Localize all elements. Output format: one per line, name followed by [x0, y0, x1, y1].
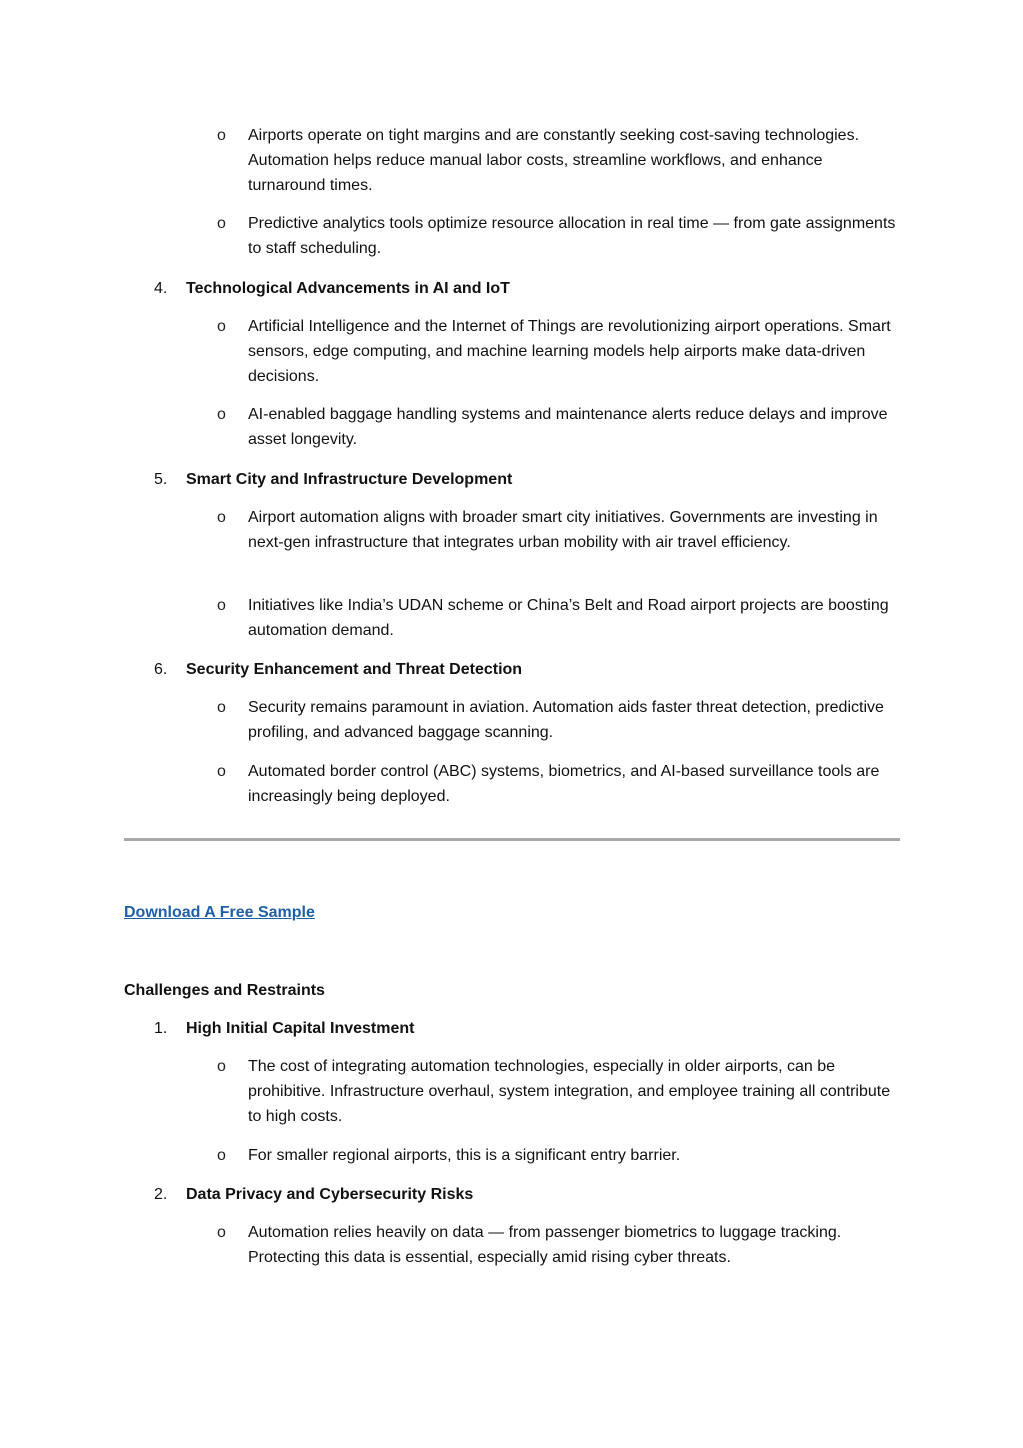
bullet-marker: o — [217, 318, 226, 335]
bullet-text: Predictive analytics tools optimize resource allocation in real time — from gate assignments to staff scheduling. — [248, 215, 896, 257]
list-heading: High Initial Capital Investment — [186, 1020, 415, 1037]
bullet-text: Airport automation aligns with broader smart city initiatives. Governments are investing in next-gen infrastructure that integrates urban mobility with air travel efficiency. — [248, 509, 878, 551]
bullet-text: The cost of integrating automation technologies, especially in older airports, can be prohibitive. Infrastructure overhaul, system integration, and employee training all contribute to high costs. — [248, 1058, 891, 1125]
bullet-marker: o — [217, 699, 226, 716]
bullet-marker: o — [217, 127, 226, 144]
bullet-marker: o — [217, 1058, 226, 1075]
bullet-text: Artificial Intelligence and the Internet of Things are revolutionizing airport operations. Smart sensors, edge computing, and machine learning models help airports make data-driven decisions. — [248, 318, 891, 385]
list-number: 6. — [154, 661, 168, 678]
list-number: 4. — [154, 280, 168, 297]
bullet-marker: o — [217, 509, 226, 526]
list-number: 1. — [154, 1020, 168, 1037]
bullet-marker: o — [217, 1147, 226, 1164]
bullet-text: For smaller regional airports, this is a significant entry barrier. — [248, 1147, 681, 1164]
bullet-text: Security remains paramount in aviation. Automation aids faster threat detection, predictive profiling, and advanced baggage scanning. — [248, 699, 884, 741]
list-heading: Technological Advancements in AI and IoT — [186, 280, 510, 297]
download-sample-link[interactable]: Download A Free Sample — [124, 904, 315, 921]
section-title: Challenges and Restraints — [124, 982, 325, 999]
bullet-text: Automated border control (ABC) systems, biometrics, and AI-based surveillance tools are increasingly being deployed. — [248, 763, 880, 805]
bullet-text: Automation relies heavily on data — from passenger biometrics to luggage tracking. Protecting this data is essential, especially amid rising cyber threats. — [248, 1224, 842, 1266]
bullet-marker: o — [217, 763, 226, 780]
bullet-text: Airports operate on tight margins and are constantly seeking cost-saving technologies. Automation helps reduce manual labor costs, streamline workflows, and enhance turnaround times. — [248, 127, 860, 194]
bullet-marker: o — [217, 1224, 226, 1241]
list-heading: Security Enhancement and Threat Detection — [186, 661, 523, 678]
list-heading: Data Privacy and Cybersecurity Risks — [186, 1186, 474, 1203]
bullet-marker: o — [217, 215, 226, 232]
list-heading: Smart City and Infrastructure Development — [186, 471, 513, 488]
list-number: 5. — [154, 471, 168, 488]
horizontal-divider — [124, 838, 900, 841]
bullet-text: AI-enabled baggage handling systems and maintenance alerts reduce delays and improve asset longevity. — [248, 406, 888, 448]
list-number: 2. — [154, 1186, 168, 1203]
bullet-marker: o — [217, 597, 226, 614]
bullet-text: Initiatives like India’s UDAN scheme or China’s Belt and Road airport projects are boosting automation demand. — [248, 597, 889, 639]
bullet-marker: o — [217, 406, 226, 423]
